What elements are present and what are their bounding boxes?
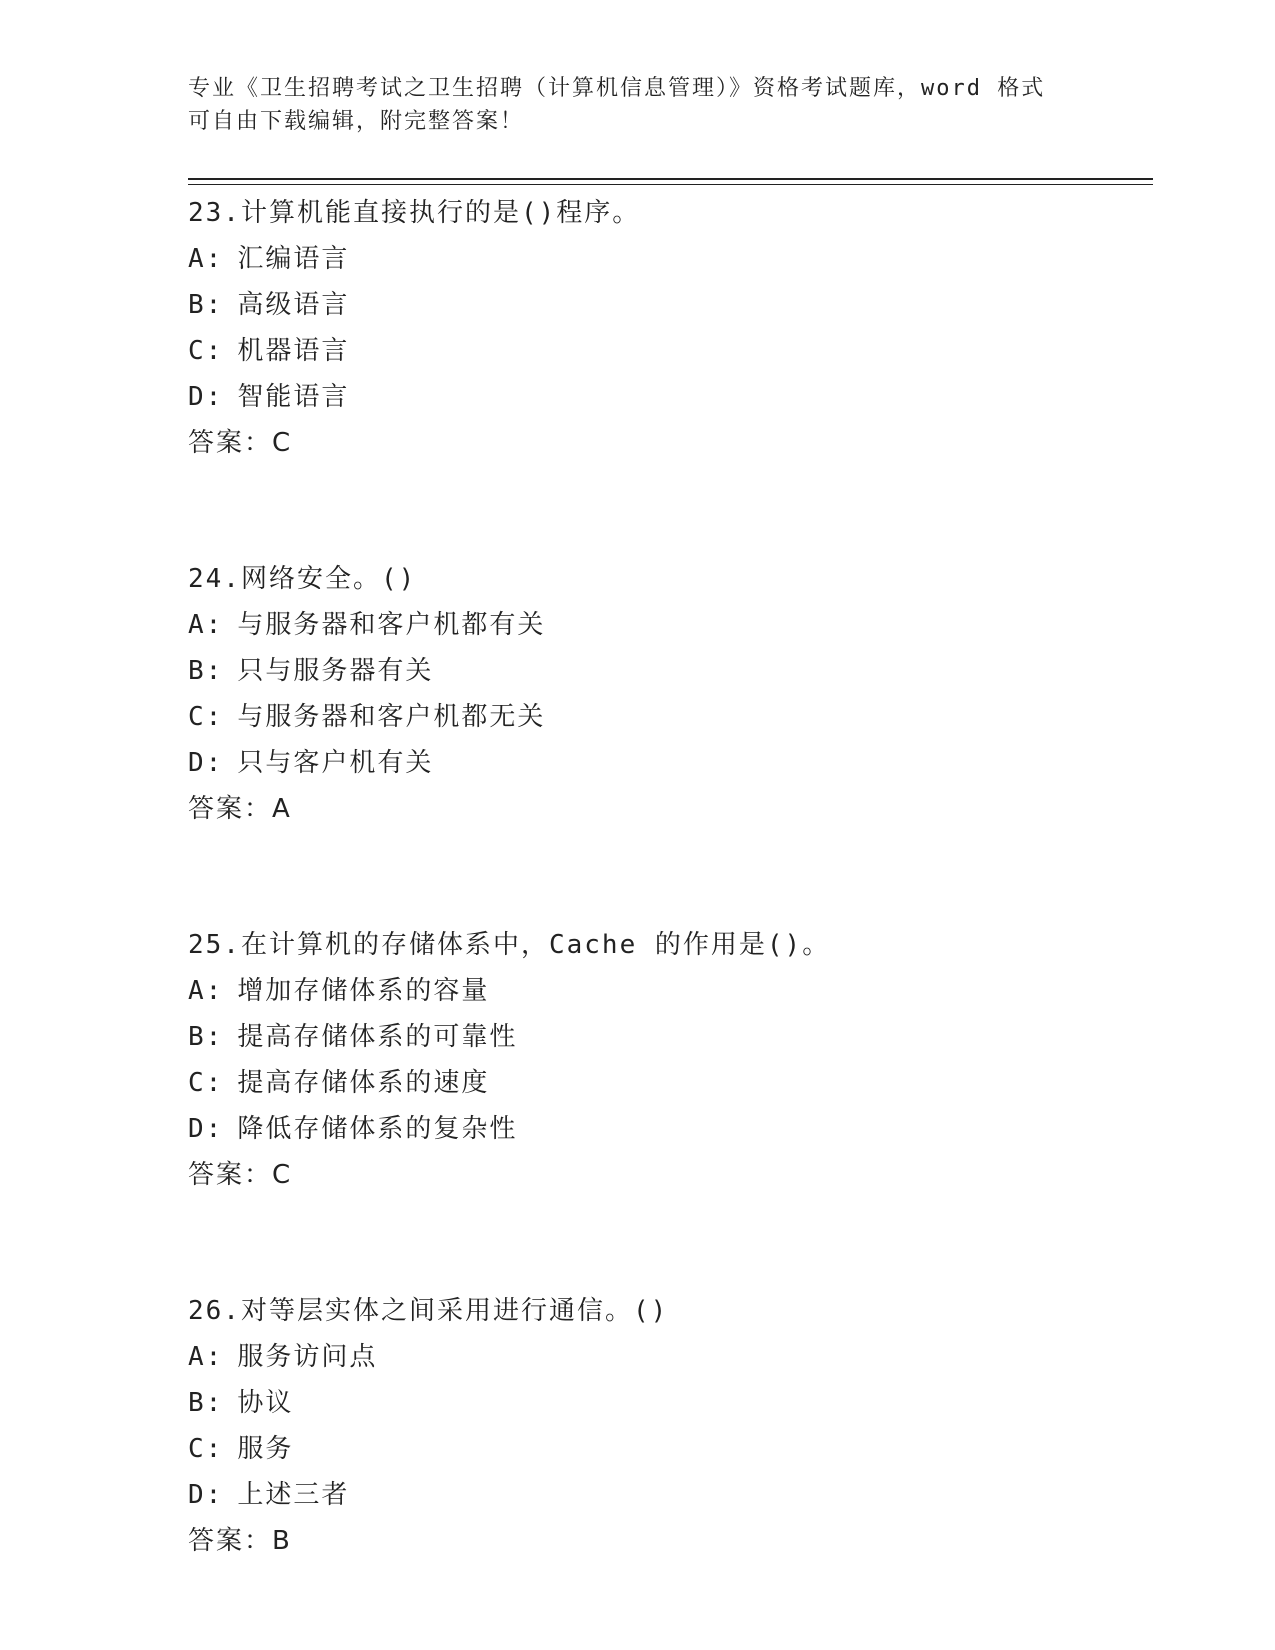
option-label: C:: [188, 1434, 224, 1464]
option-text: 增加存储体系的容量: [237, 976, 490, 1006]
option-c: [188, 694, 1148, 740]
option-label: B:: [188, 656, 224, 686]
question-text: 计算机能直接执行的是()程序。: [240, 198, 641, 228]
option-a: [188, 236, 1148, 282]
option-text: 与服务器和客户机都有关: [237, 610, 546, 640]
question-number: 26.: [188, 1296, 241, 1326]
answer-value: C: [272, 1160, 293, 1190]
option-b: [188, 1014, 1148, 1060]
question-item: [188, 1288, 1148, 1564]
question-text: 在计算机的存储体系中，Cache 的作用是()。: [240, 930, 831, 960]
option-c: [188, 1426, 1148, 1472]
question-stem: [188, 922, 1148, 968]
answer-label: 答案：: [188, 428, 273, 458]
option-label: B:: [188, 290, 224, 320]
document-header: [188, 72, 1088, 138]
option-label: A:: [188, 610, 224, 640]
option-text: 与服务器和客户机都无关: [237, 702, 546, 732]
option-label: A:: [188, 1342, 224, 1372]
option-text: 汇编语言: [237, 244, 350, 274]
answer-line: [188, 1518, 1148, 1564]
option-label: B:: [188, 1022, 224, 1052]
option-label: C:: [188, 336, 224, 366]
question-item: [188, 922, 1148, 1198]
header-divider-thick: [188, 178, 1153, 180]
option-label: B:: [188, 1388, 224, 1418]
question-text: 对等层实体之间采用进行通信。(): [240, 1296, 669, 1326]
answer-value: B: [272, 1526, 292, 1556]
option-label: D:: [188, 1114, 224, 1144]
question-number: 25.: [188, 930, 241, 960]
option-text: 只与服务器有关: [237, 656, 434, 686]
header-line-2: 可自由下载编辑，附完整答案！: [188, 109, 525, 134]
option-c: [188, 1060, 1148, 1106]
option-c: [188, 328, 1148, 374]
option-text: 提高存储体系的速度: [237, 1068, 490, 1098]
option-text: 上述三者: [237, 1480, 350, 1510]
option-label: D:: [188, 748, 224, 778]
option-text: 高级语言: [237, 290, 350, 320]
option-text: 服务: [237, 1434, 294, 1464]
answer-line: [188, 1152, 1148, 1198]
question-number: 23.: [188, 198, 241, 228]
answer-line: [188, 786, 1148, 832]
question-spacer: [188, 466, 1148, 556]
option-a: [188, 1334, 1148, 1380]
answer-value: A: [272, 794, 292, 824]
answer-label: 答案：: [188, 1526, 273, 1556]
question-spacer: [188, 832, 1148, 922]
question-list: [188, 190, 1148, 1564]
option-label: A:: [188, 244, 224, 274]
answer-label: 答案：: [188, 1160, 273, 1190]
option-a: [188, 602, 1148, 648]
option-text: 降低存储体系的复杂性: [237, 1114, 518, 1144]
option-text: 机器语言: [237, 336, 350, 366]
option-d: [188, 1106, 1148, 1152]
option-text: 提高存储体系的可靠性: [237, 1022, 518, 1052]
question-stem: [188, 1288, 1148, 1334]
option-label: C:: [188, 702, 224, 732]
question-number: 24.: [188, 564, 241, 594]
answer-line: [188, 420, 1148, 466]
option-d: [188, 374, 1148, 420]
question-stem: [188, 556, 1148, 602]
question-text: 网络安全。(): [240, 564, 417, 594]
question-stem: [188, 190, 1148, 236]
option-d: [188, 740, 1148, 786]
option-d: [188, 1472, 1148, 1518]
answer-label: 答案：: [188, 794, 273, 824]
header-line-1: 专业《卫生招聘考试之卫生招聘（计算机信息管理）》资格考试题库，word 格式: [188, 76, 1046, 101]
option-a: [188, 968, 1148, 1014]
option-b: [188, 648, 1148, 694]
option-text: 服务访问点: [237, 1342, 378, 1372]
option-label: D:: [188, 1480, 224, 1510]
question-item: [188, 190, 1148, 466]
option-text: 只与客户机有关: [237, 748, 434, 778]
option-b: [188, 1380, 1148, 1426]
option-label: A:: [188, 976, 224, 1006]
option-text: 协议: [237, 1388, 294, 1418]
option-label: C:: [188, 1068, 224, 1098]
option-b: [188, 282, 1148, 328]
question-item: [188, 556, 1148, 832]
header-divider-thin: [188, 184, 1153, 185]
option-label: D:: [188, 382, 224, 412]
option-text: 智能语言: [237, 382, 350, 412]
answer-value: C: [272, 428, 293, 458]
question-spacer: [188, 1198, 1148, 1288]
